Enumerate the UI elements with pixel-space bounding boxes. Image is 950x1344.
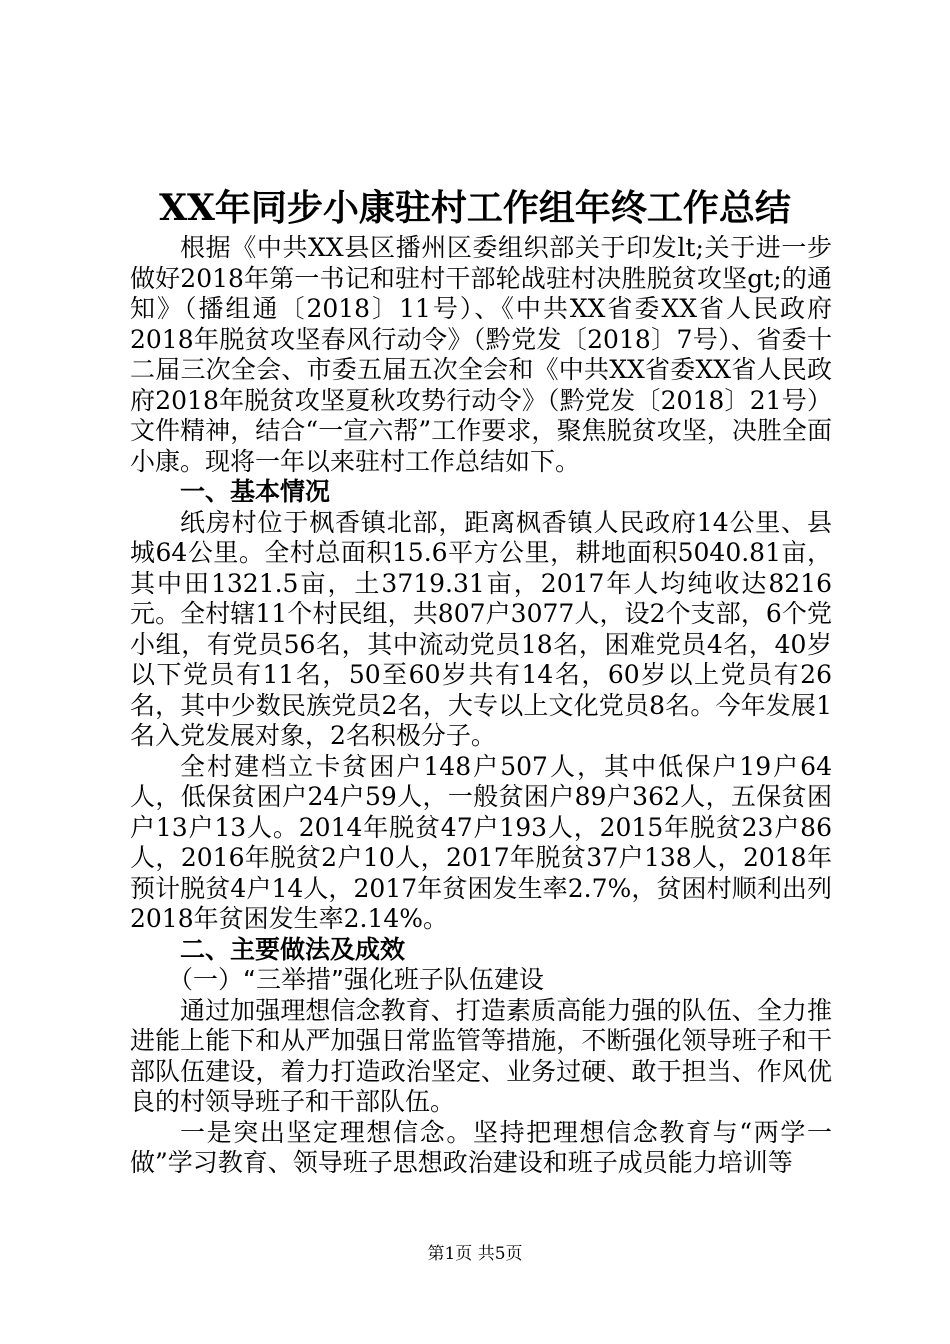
- page-number-footer: 第1页 共5页: [427, 1244, 523, 1264]
- intro-paragraph: 根据《中共XX县区播州区委组织部关于印发lt;关于进一步做好2018年第一书记和驻村干部轮战驻村决胜脱贫攻坚gt;的通知》（播组通〔2018〕11号）、《中共XX省委XX省人民政府2018年脱贫攻坚春风行动令》（黔党发〔2018〕7号）、省委十二届三次全会、市委五届五次全会和《中共XX省委XX省人民政府2018年脱贫攻坚夏秋攻势行动令》（黔党发〔2018〕21号）文件精神，结合“一宣六帮”工作要求，聚焦脱贫攻坚，决胜全面小康。现将一年以来驻村工作总结如下。: [130, 233, 832, 476]
- subsection-heading-team-building: （一）“三举措”强化班子队伍建设: [168, 965, 544, 994]
- poverty-statistics-paragraph: 全村建档立卡贫困户148户507人，其中低保户19户64人，低保贫困户24户59人，一般贫困户89户362人，五保贫困户13户13人。2014年脱贫47户193人，2015年脱贫23户86人，2016年脱贫2户10人，2017年脱贫37户138人，2018年预计脱贫4户14人，2017年贫困发生率2.7%，贫困村顺利出列2018年贫困发生率2.14%。: [130, 751, 832, 933]
- document-body: [130, 233, 832, 1179]
- section-heading-basic-situation: 一、基本情况: [180, 477, 331, 506]
- section-heading-main-practices: 二、主要做法及成效: [180, 934, 406, 964]
- village-overview-paragraph: 纸房村位于枫香镇北部，距离枫香镇人民政府14公里、县城64公里。全村总面积15.6平方公里，耕地面积5040.81亩，其中田1321.5亩，土3719.31亩，2017年人均纯收达8216元。全村辖11个村民组，共807户3077人，设2个支部，6个党小组，有党员56名，其中流动党员18名，困难党员4名，40岁以下党员有11名，50至60岁共有14名，60岁以上党员有26名，其中少数民族党员2名，大专以上文化党员8名。今年发展1名入党发展对象，2名积极分子。: [130, 507, 832, 750]
- document-title: XX年同步小康驻村工作组年终工作总结: [159, 187, 791, 229]
- ideals-belief-paragraph: 一是突出坚定理想信念。坚持把理想信念教育与“两学一做”学习教育、领导班子思想政治建设和班子成员能力培训等: [130, 1117, 832, 1177]
- team-building-paragraph: 通过加强理想信念教育、打造素质高能力强的队伍、全力推进能上能下和从严加强日常监管等措施，不断强化领导班子和干部队伍建设，着力打造政治坚定、业务过硬、敢于担当、作风优良的村领导班子和干部队伍。: [130, 995, 832, 1116]
